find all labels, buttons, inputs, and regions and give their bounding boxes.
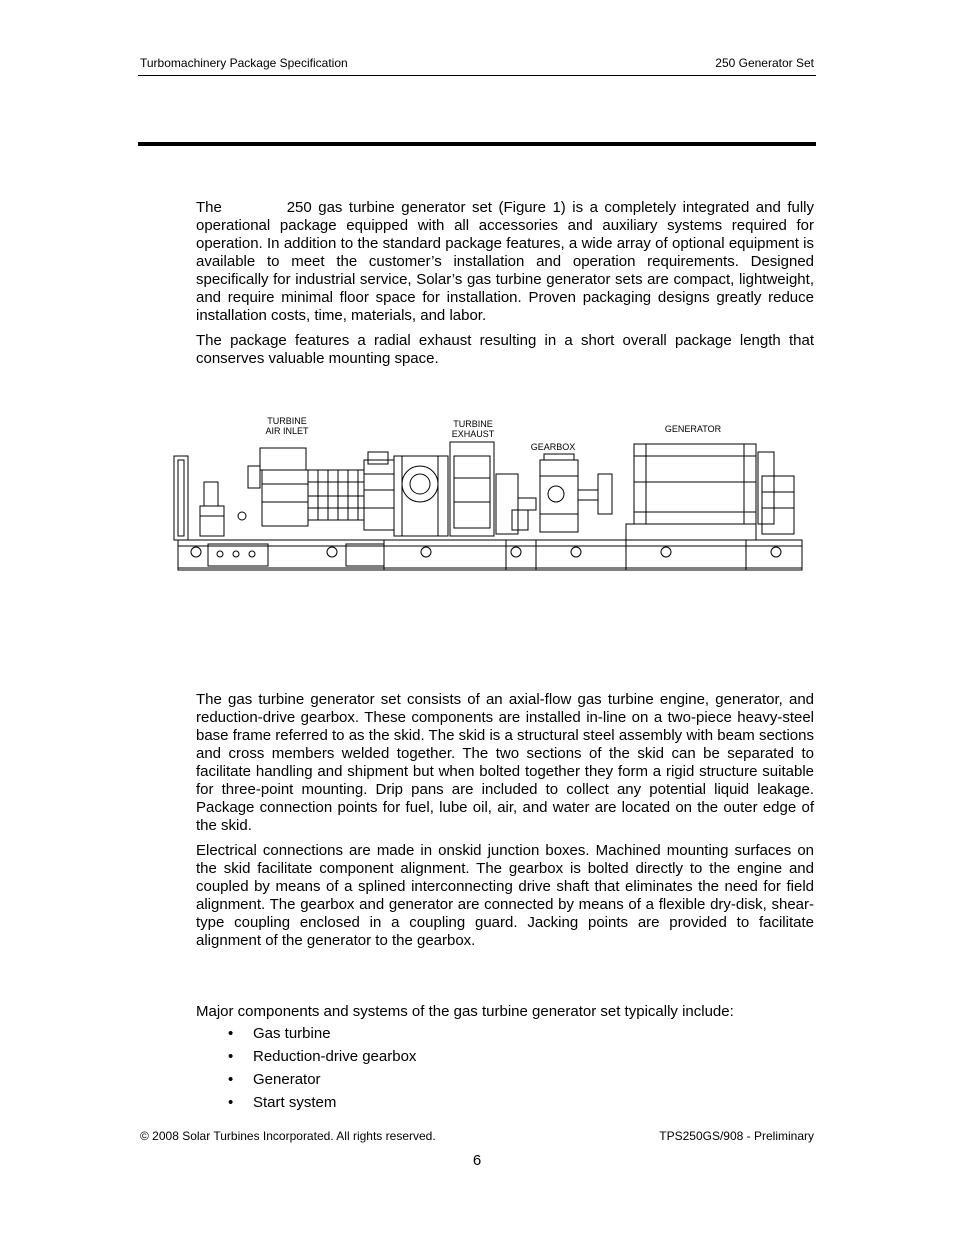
list-item-label: Generator [253, 1071, 321, 1088]
exhaust-paragraph: The package features a radial exhaust resulting in a short overall package length that conserves valuable mounting space. [196, 332, 814, 367]
label-turbine-exhaust-line1: TURBINE [453, 419, 493, 429]
list-item [228, 1070, 416, 1093]
header-right: 250 Generator Set [715, 56, 814, 70]
list-item [228, 1093, 416, 1116]
bullet-icon: • [228, 1048, 234, 1065]
section-rule [138, 142, 816, 146]
label-turbine-exhaust-line2: EXHAUST [451, 429, 495, 439]
label-gearbox: GEARBOX [530, 442, 576, 452]
components-intro: Major components and systems of the gas turbine generator set typically include: [196, 1003, 734, 1020]
label-turbine-air-inlet-line2: AIR INLET [265, 426, 309, 436]
label-turbine-exhaust [448, 419, 498, 439]
label-generator: GENERATOR [664, 424, 722, 434]
footer-copyright: © 2008 Solar Turbines Incorporated. All rights reserved. [140, 1129, 436, 1143]
header-left: Turbomachinery Package Specification [140, 56, 348, 70]
footer-doc-id: TPS250GS/908 - Preliminary [659, 1129, 814, 1143]
electrical-paragraph: Electrical connections are made in onskid junction boxes. Machined mounting surfaces on the skid facilitate component alignment. The gearbox is bolted directly to the engine and coupled by means of a splined interconnecting drive shaft that eliminates the need for field alignment. The gearbox and generator are connected by means of a flexible dry-disk, shear-type coupling enclosed in a coupling guard. Jacking points are provided to facilitate alignment of the generator to the gearbox. [196, 842, 814, 949]
list-item [228, 1024, 416, 1047]
list-item-label: Start system [253, 1094, 337, 1111]
skid-paragraph: The gas turbine generator set consists of an axial-flow gas turbine engine, generator, and reduction-drive gearbox. These components are installed in-line on a two-piece heavy-steel base frame referred to as the skid. The skid is a structural steel assembly with beam sections and cross members welded together. The two sections of the skid can be separated to facilitate handling and shipment but when bolted together they form a rigid structure suitable for three-point mounting. Drip pans are included to collect any potential liquid leakage. Package connection points for fuel, lube oil, air, and water are located on the outer edge of the skid. [196, 691, 814, 834]
components-list [228, 1024, 416, 1116]
bullet-icon: • [228, 1094, 234, 1111]
label-turbine-air-inlet [260, 416, 314, 436]
list-item [228, 1047, 416, 1070]
list-item-label: Reduction-drive gearbox [253, 1048, 417, 1065]
page-number: 6 [472, 1152, 482, 1169]
intro-paragraph: The 250 gas turbine generator set (Figure 1) is a completely integrated and fully operational package equipped with all accessories and auxiliary systems required for operation. In addition to the standard package features, a wide array of optional equipment is available to meet the customer’s installation and operation requirements. Designed specifically for industrial service, Solar’s gas turbine generator sets are compact, lightweight, and require minimal floor space for installation. Proven packaging designs greatly reduce installation costs, time, materials, and labor. [196, 199, 819, 324]
bullet-icon: • [228, 1025, 234, 1042]
header-rule [138, 75, 816, 76]
list-item-label: Gas turbine [253, 1025, 331, 1042]
package-figure [166, 412, 804, 576]
bullet-icon: • [228, 1071, 234, 1088]
label-turbine-air-inlet-line1: TURBINE [267, 416, 307, 426]
